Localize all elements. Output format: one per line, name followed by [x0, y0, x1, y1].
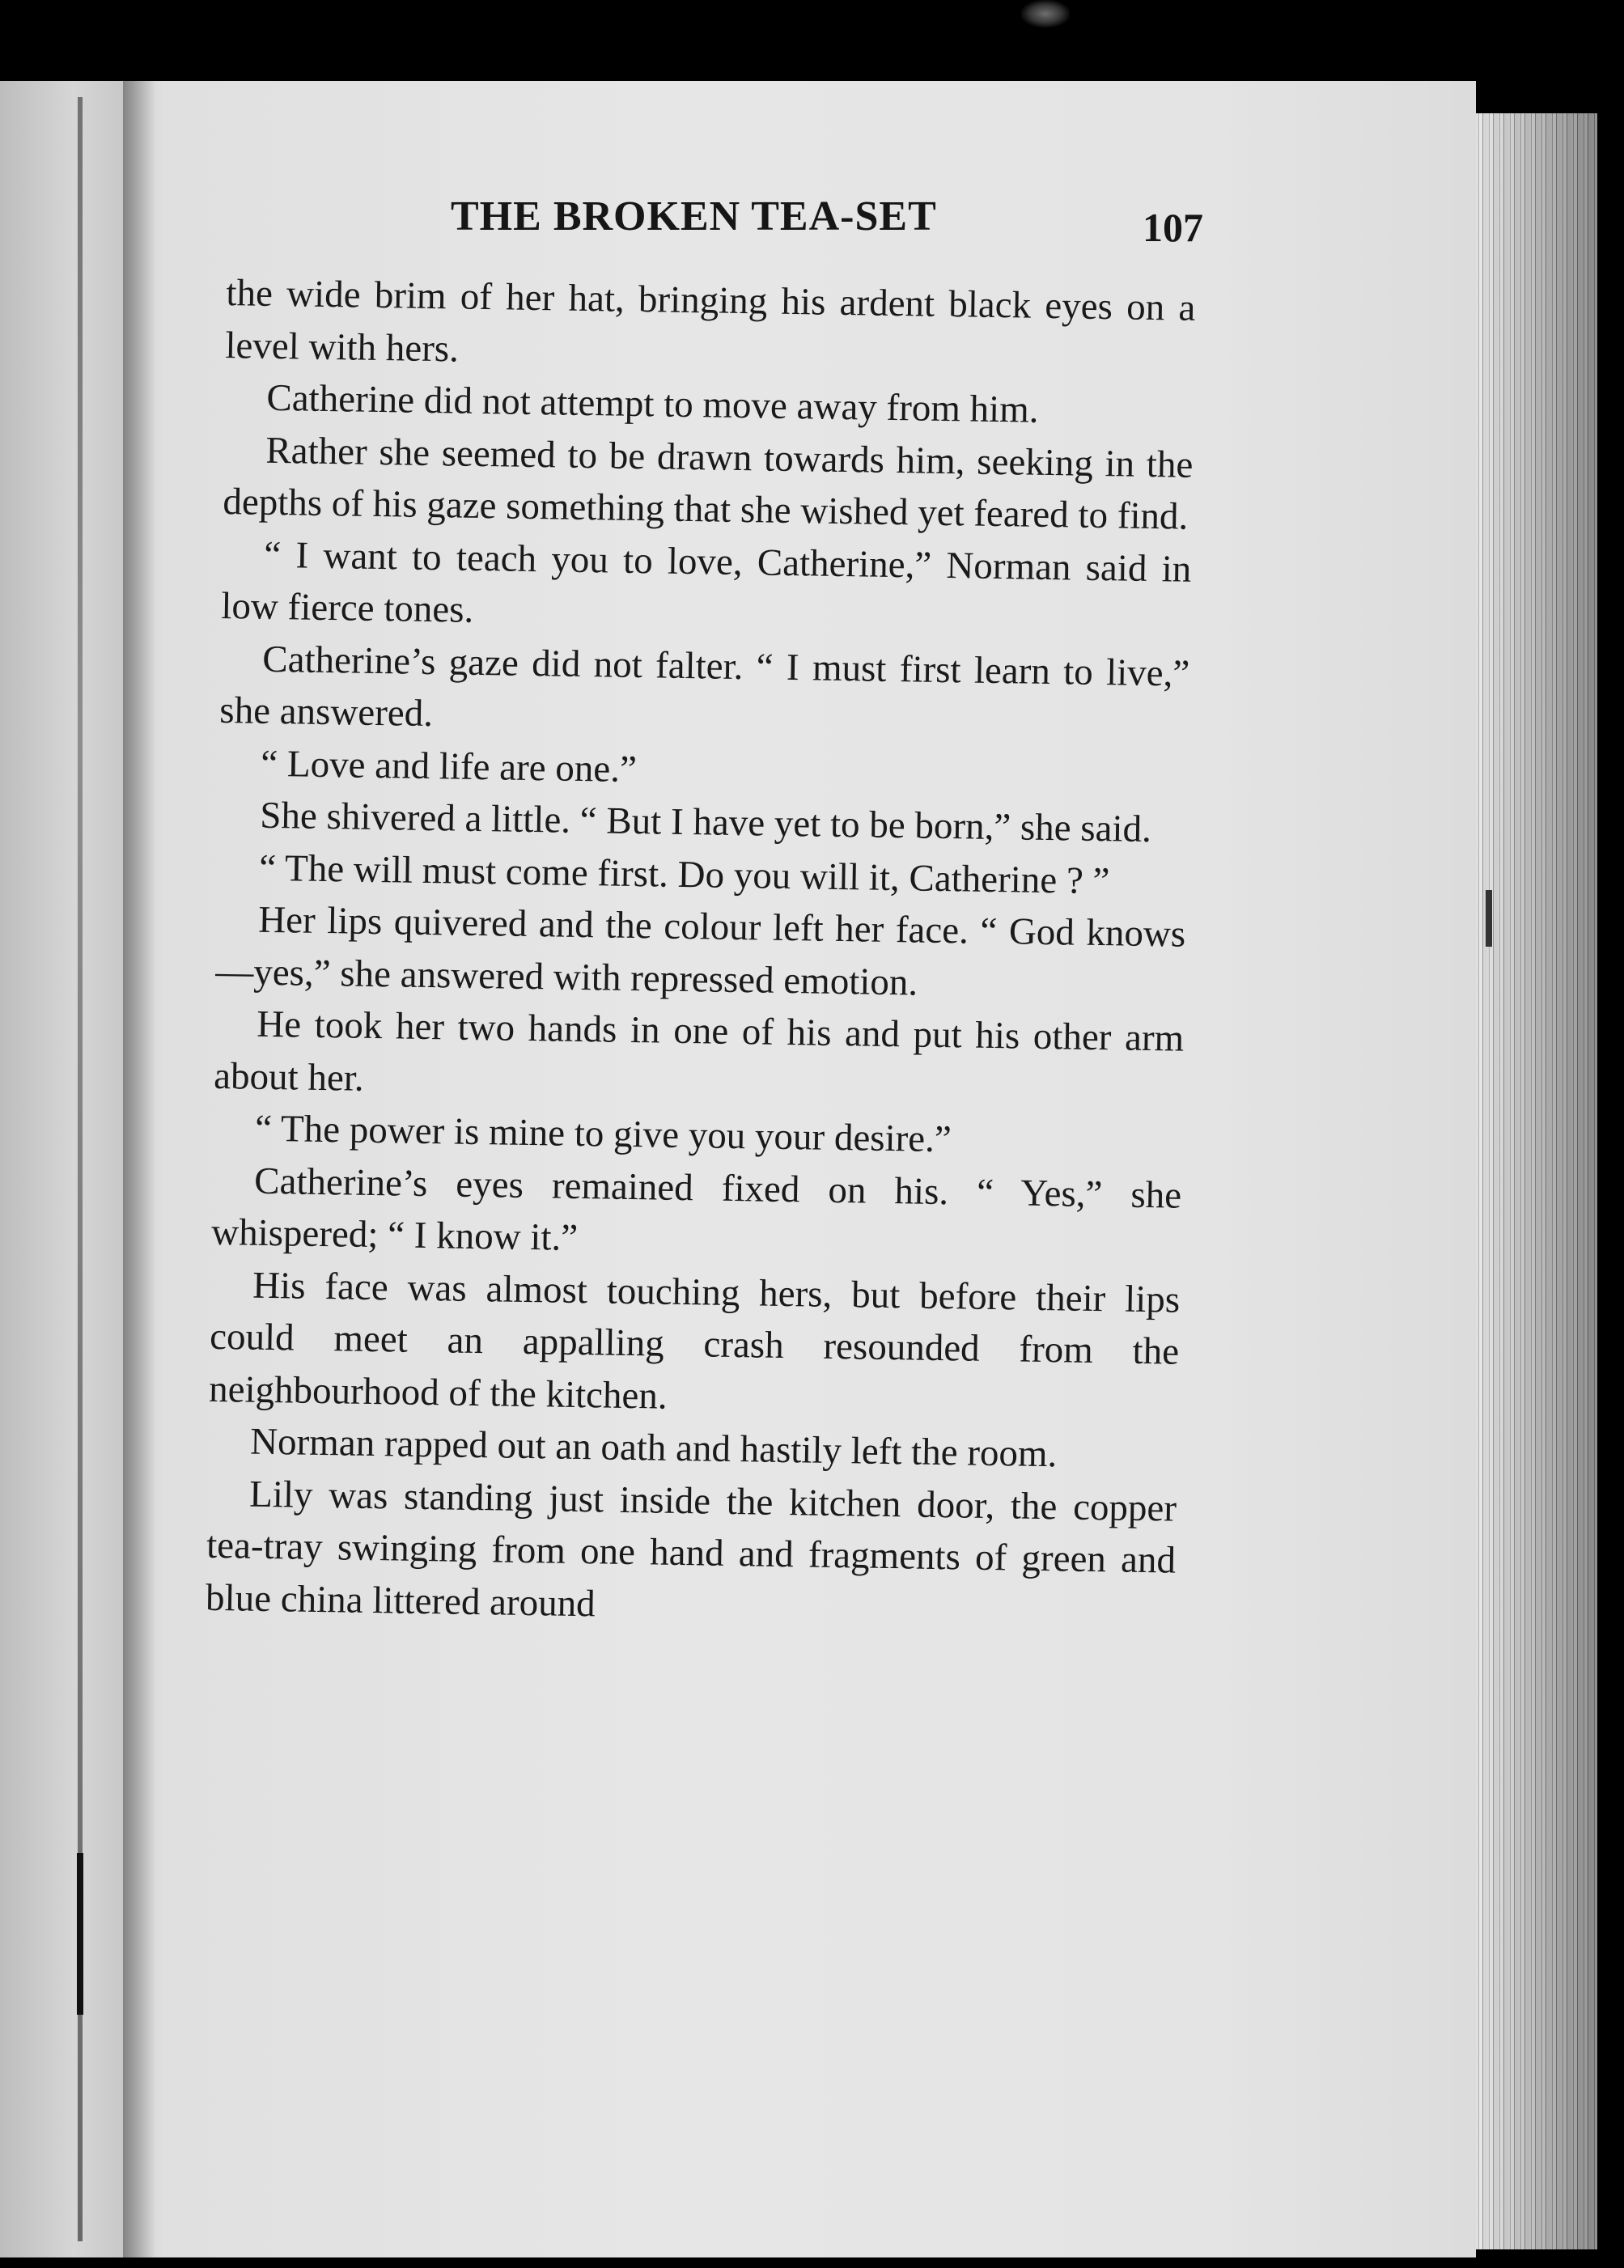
paragraph: Norman rapped out an oath and hastily left the room.: [249, 1420, 1058, 1476]
left-page-edge: [0, 81, 123, 2257]
running-title: THE BROKEN TEA-SET: [451, 193, 937, 240]
paragraph: His face was almost touching hers, but before their lips could meet an appalling crash resounded from the neighbourhood of the kitchen.: [208, 1264, 1181, 1418]
page-edge-mark: [1486, 890, 1492, 947]
paragraph: Catherine’s gaze did not falter. “ I must first learn to live,” she answered.: [218, 638, 1190, 736]
paragraph: the wide brim of her hat, bringing his ardent black eyes on a level with hers.: [225, 271, 1196, 371]
paragraph: Her lips quivered and the colour left her face. “ God knows—yes,” she answered with repressed emotion.: [214, 898, 1186, 1004]
paragraph: Lily was standing just inside the kitchen door, the copper tea-tray swinging from one hand and fragments of green and blue china littered around: [205, 1473, 1177, 1625]
paragraph: “ Love and life are one.”: [260, 742, 638, 791]
paragraph: Rather she seemed to be drawn towards him, seeking in the depths of his gaze something that she wished yet feared to find.: [223, 429, 1194, 538]
gutter-shadow: [123, 81, 155, 2257]
paragraph: She shivered a little. “ But I have yet to be born,” she said.: [259, 794, 1152, 851]
page-block-edges: [1476, 113, 1597, 2249]
body-text: [206, 267, 1196, 1639]
paragraph: Catherine’s eyes remained fixed on his. “ Yes,” she whispered; “ I know it.”: [210, 1159, 1182, 1259]
paragraph: He took her two hands in one of his and put his other arm about her.: [213, 1003, 1185, 1100]
paragraph: “ The power is mine to give you your desire.”: [254, 1107, 952, 1161]
scan-speck: [1021, 0, 1070, 28]
paragraph: Catherine did not attempt to move away from him.: [266, 376, 1039, 431]
left-binding-mark: [77, 1853, 83, 2015]
paragraph: “ I want to teach you to love, Catherine,” Norman said in low fierce tones.: [221, 533, 1192, 631]
page-number: 107: [1143, 205, 1203, 250]
paragraph: “ The will must come first. Do you will it, Catherine ? ”: [258, 846, 1110, 902]
